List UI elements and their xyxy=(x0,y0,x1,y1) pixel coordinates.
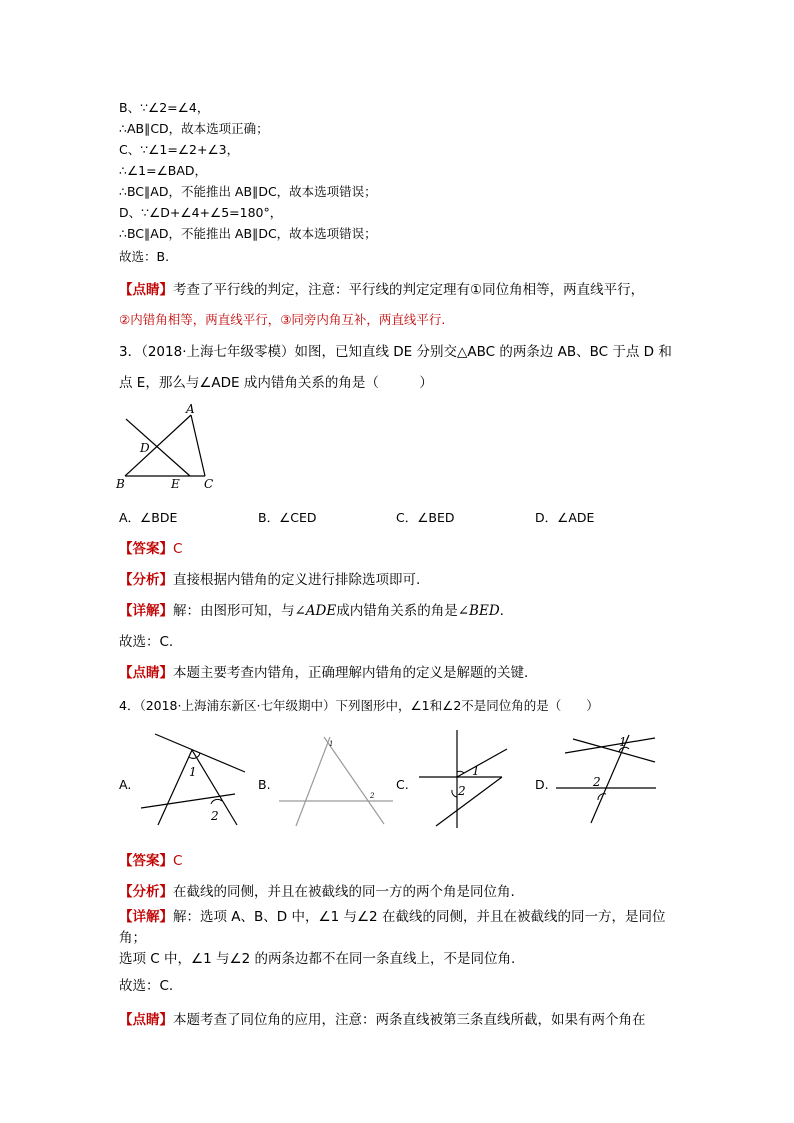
angle-2-label: 2 xyxy=(211,809,219,823)
angle-2-label: 2 xyxy=(593,775,601,789)
q4-detail-line-2: 角； xyxy=(119,930,146,946)
q4-choose: 故选：C. xyxy=(119,978,174,994)
solution-choice: 故选：B. xyxy=(119,249,170,264)
analysis-text: 在截线的同侧，并且在被截线的同一方的两个角是同位角. xyxy=(173,884,515,900)
label-a: A xyxy=(186,402,195,416)
solution-line-d-conclusion: ∴BC∥AD，不能推出 AB∥DC，故本选项错误； xyxy=(119,226,377,241)
comment-tag: 【点睛】 xyxy=(119,282,173,298)
answer-value: C xyxy=(173,541,183,557)
detail-angle-bed: ∠BED xyxy=(457,603,500,619)
q4-figure-c xyxy=(414,728,524,830)
q4-comment xyxy=(119,1011,646,1029)
side-ac xyxy=(191,415,205,476)
comment-tag: 【点睛】 xyxy=(119,1012,173,1028)
q3-stem-line-2: 点 E，那么与∠ADE 成内错角关系的角是（ ） xyxy=(119,375,433,391)
answer-tag: 【答案】 xyxy=(119,541,173,557)
detail-text-mid: 成内错角关系的角是 xyxy=(336,603,458,619)
q3-stem-line-1: 3．（2018·上海七年级零模）如图，已知直线 DE 分别交△ABC 的两条边 AB、BC 于点 D 和 xyxy=(119,344,672,360)
comment-prev xyxy=(119,281,644,299)
solution-line-d: D、∵∠D+∠4+∠5=180°， xyxy=(119,205,283,220)
solution-line-c: C、∵∠1=∠2+∠3， xyxy=(119,142,240,157)
answer-tag: 【答案】 xyxy=(119,853,173,869)
solution-line-b: B、∵∠2=∠4， xyxy=(119,100,210,115)
q3-option-d: D．∠ADE xyxy=(535,510,595,525)
q4-detail-line-3: 选项 C 中，∠1 与∠2 的两条边都不在同一条直线上，不是同位角. xyxy=(119,951,516,967)
label-d: D xyxy=(140,441,150,455)
q4-answer xyxy=(119,852,182,870)
q3-choose: 故选：C. xyxy=(119,634,174,650)
q3-option-b: B．∠CED xyxy=(258,510,317,525)
q4-option-d-label: D. xyxy=(535,777,549,792)
q4-analysis xyxy=(119,883,515,901)
label-b: B xyxy=(116,477,125,491)
comment-prev-continued: ②内错角相等，两直线平行，③同旁内角互补，两直线平行. xyxy=(119,312,446,327)
q4-figure-a xyxy=(138,728,253,828)
comment-tag: 【点睛】 xyxy=(119,665,173,681)
solution-line-b-conclusion: ∴AB∥CD，故本选项正确； xyxy=(119,121,269,136)
q4-option-c-label: C. xyxy=(396,777,409,792)
q4-option-a-label: A. xyxy=(119,777,132,792)
answer-value: C xyxy=(173,853,183,869)
angle-1-label: 1 xyxy=(189,765,197,779)
angle-2-label: 2 xyxy=(458,784,466,798)
angle-1-label: 1 xyxy=(619,735,627,749)
q4-figure-b xyxy=(276,732,396,828)
q3-option-c: C．∠BED xyxy=(396,510,455,525)
q3-comment xyxy=(119,664,528,682)
label-e: E xyxy=(171,477,180,491)
solution-line-c-conclusion: ∴BC∥AD，不能推出 AB∥DC，故本选项错误； xyxy=(119,184,377,199)
analysis-tag: 【分析】 xyxy=(119,572,173,588)
analysis-text: 直接根据内错角的定义进行排除选项即可. xyxy=(173,572,421,588)
q4-option-b-label: B. xyxy=(258,777,271,792)
line-de xyxy=(126,419,190,476)
angle-1-label: 1 xyxy=(329,740,334,748)
label-c: C xyxy=(204,477,214,491)
side-ab xyxy=(125,415,191,476)
q4-detail-line-1 xyxy=(119,908,665,926)
comment-text: 本题主要考查内错角，正确理解内错角的定义是解题的关键. xyxy=(173,665,529,681)
angle-1-label: 1 xyxy=(472,764,480,778)
detail-text-pre: 解：由图形可知，与 xyxy=(173,603,295,619)
angle-2-label: 2 xyxy=(370,792,375,800)
comment-text: 本题考查了同位角的应用，注意：两条直线被第三条直线所截，如果有两个角在 xyxy=(173,1012,646,1028)
detail-angle-ade: ∠ADE xyxy=(294,603,337,619)
analysis-tag: 【分析】 xyxy=(119,884,173,900)
q4-figure-d xyxy=(553,730,663,826)
detail-text-end: . xyxy=(499,603,504,619)
q3-triangle-figure xyxy=(112,400,222,492)
q3-detail xyxy=(119,602,504,620)
detail-tag: 【详解】 xyxy=(119,603,173,619)
detail-text: 解：选项 A、B、D 中，∠1 与∠2 在截线的同侧，并且在被截线的同一方，是同位 xyxy=(173,909,666,925)
comment-text: 考查了平行线的判定，注意：平行线的判定定理有①同位角相等，两直线平行， xyxy=(173,282,645,298)
q3-analysis xyxy=(119,571,420,589)
q3-answer xyxy=(119,540,182,558)
q3-option-a: A．∠BDE xyxy=(119,510,178,525)
q4-stem: 4．（2018·上海浦东新区·七年级期中）下列图形中，∠1和∠2不是同位角的是（ ） xyxy=(119,698,599,713)
solution-line-c-step: ∴∠1=∠BAD， xyxy=(119,163,208,178)
detail-tag: 【详解】 xyxy=(119,909,173,925)
